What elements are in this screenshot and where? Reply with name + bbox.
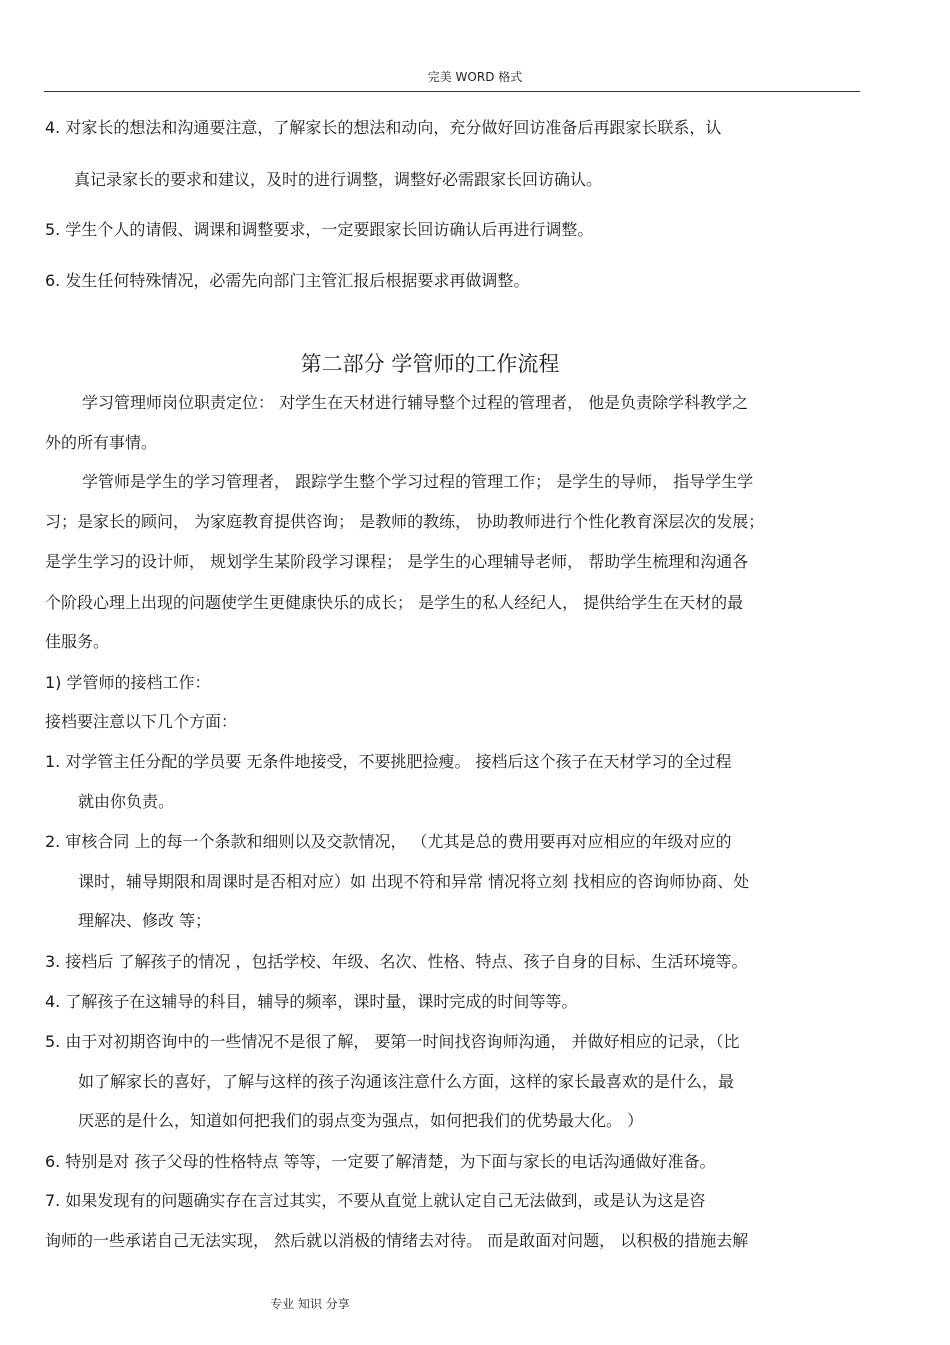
subheading-notes: 接档要注意以下几个方面： <box>45 712 238 731</box>
item-4-line-1: 4. 对家长的想法和沟通要注意，了解家长的想法和动向，充分做好回访准备后再跟家长联系，认 <box>45 118 722 137</box>
page-header: 完美 WORD 格式 <box>427 70 523 84</box>
paragraph-2-line-1: 学管师是学生的学习管理者， 跟踪学生整个学习过程的管理工作； 是学生的导师， 指导学生学 <box>82 472 754 491</box>
list-item-7-line-2: 询师的一些承诺自己无法实现， 然后就以消极的情绪去对待。 而是敢面对问题， 以积极的措施去解 <box>45 1231 749 1250</box>
item-5-line: 5. 学生个人的请假、调课和调整要求，一定要跟家长回访确认后再进行调整。 <box>45 220 594 239</box>
list-item-5-line-3: 厌恶的是什么，知道如何把我们的弱点变为强点，如何把我们的优势最大化。 ） <box>78 1111 644 1130</box>
list-item-4: 4. 了解孩子在这辅导的科目，辅导的频率，课时量，课时完成的时间等等。 <box>45 992 578 1011</box>
paragraph-2-line-4: 个阶段心理上出现的问题使学生更健康快乐的成长； 是学生的私人经纪人， 提供给学生在天材的最 <box>45 593 744 612</box>
list-item-3: 3. 接档后 了解孩子的情况 ，包括学校、年级、名次、性格、特点、孩子自身的目标、生活环境等。 <box>45 952 748 971</box>
item-4-line-2: 真记录家长的要求和建议，及时的进行调整，调整好必需跟家长回访确认。 <box>74 170 603 189</box>
section-title: 第二部分 学管师的工作流程 <box>300 352 560 376</box>
list-item-2-line-3: 理解决、修改 等； <box>78 911 212 930</box>
paragraph-2-line-2: 习；是家长的顾问， 为家庭教育提供咨询； 是教师的教练， 协助教师进行个性化教育深层次的发展； <box>45 512 765 531</box>
paragraph-1-line-2: 外的所有事情。 <box>45 433 158 452</box>
list-item-5-line-2: 如了解家长的喜好，了解与这样的孩子沟通该注意什么方面，这样的家长最喜欢的是什么，最 <box>78 1072 735 1091</box>
item-6-line: 6. 发生任何特殊情况，必需先向部门主管汇报后根据要求再做调整。 <box>45 271 530 290</box>
list-item-1-line-1: 1. 对学管主任分配的学员要 无条件地接受，不要挑肥捡瘦。 接档后这个孩子在天材学习的全过程 <box>45 752 732 771</box>
list-item-1-line-2: 就由你负责。 <box>78 792 175 811</box>
page-footer: 专业 知识 分享 <box>270 1297 350 1311</box>
list-item-7-line-1: 7. 如果发现有的问题确实存在言过其实，不要从直觉上就认定自己无法做到，或是认为这是咨 <box>45 1191 706 1210</box>
list-item-2-line-1: 2. 审核合同 上的每一个条款和细则以及交款情况， （尤其是总的费用要再对应相应的年级对应的 <box>45 832 732 851</box>
paragraph-2-line-3: 是学生学习的设计师， 规划学生某阶段学习课程； 是学生的心理辅导老师， 帮助学生梳理和沟通各 <box>45 552 749 571</box>
list-item-2-line-2: 课时，辅导期限和周课时是否相对应）如 出现不符和异常 情况将立刻 找相应的咨询师协商、处 <box>78 872 750 891</box>
paragraph-2-line-5: 佳服务。 <box>45 632 110 651</box>
list-item-6: 6. 特别是对 孩子父母的性格特点 等等，一定要了解清楚，为下面与家长的电话沟通做好准备。 <box>45 1152 716 1171</box>
list-item-5-line-1: 5. 由于对初期咨询中的一些情况不是很了解， 要第一时间找咨询师沟通， 并做好相应的记录，（比 <box>45 1032 740 1051</box>
paragraph-1-line-1: 学习管理师岗位职责定位： 对学生在天材进行辅导整个过程的管理者， 他是负责除学科教学之 <box>82 393 749 412</box>
subheading-handover: 1) 学管师的接档工作： <box>45 673 211 692</box>
header-rule <box>44 91 860 92</box>
